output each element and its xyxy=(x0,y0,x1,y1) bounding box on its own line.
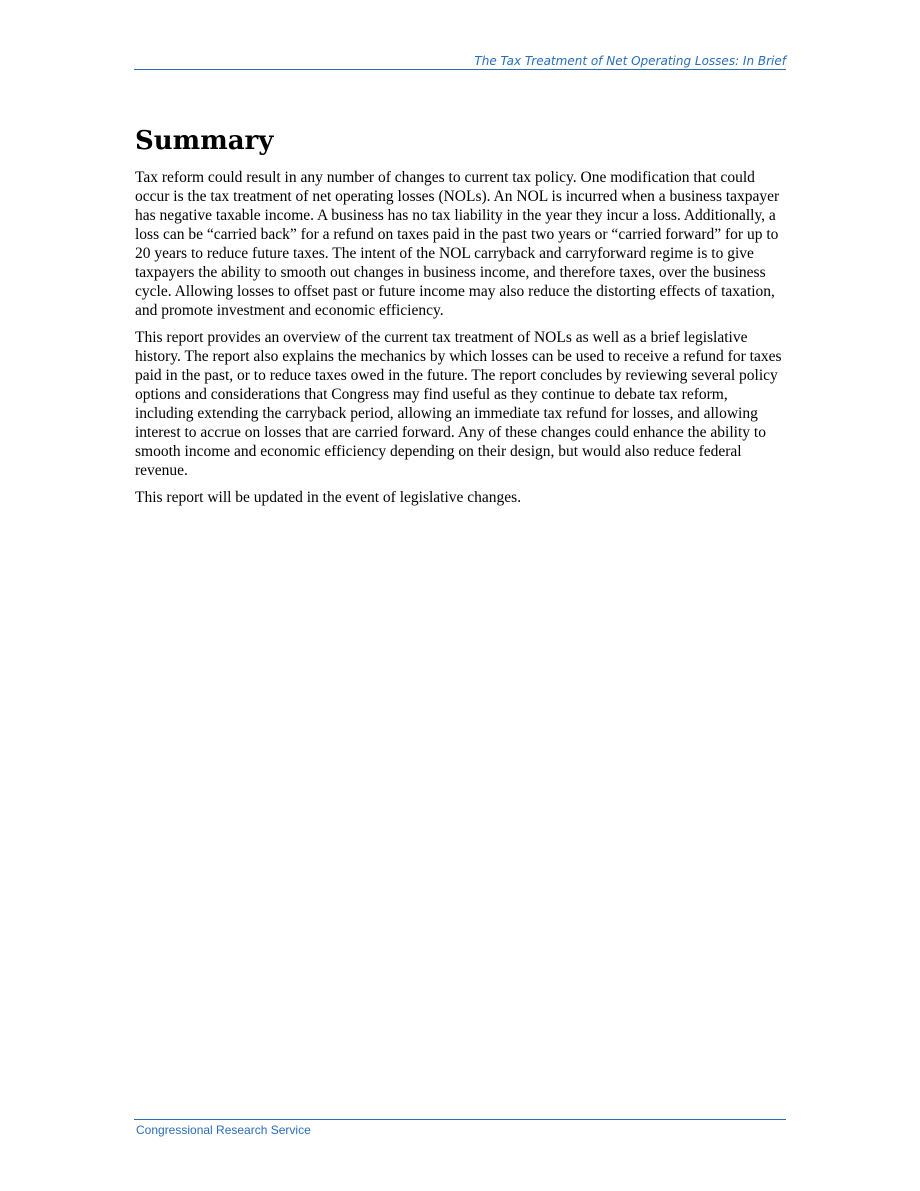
footer-organization: Congressional Research Service xyxy=(136,1123,311,1137)
page-title: Summary xyxy=(135,126,274,156)
summary-paragraph-3: This report will be updated in the event of legislative changes. xyxy=(135,489,522,506)
header-divider xyxy=(134,69,786,70)
summary-body xyxy=(135,168,785,515)
summary-paragraph-1: Tax reform could result in any number of changes to current tax policy. One modification that could occur is the tax treatment of net operating losses (NOLs). An NOL is incurred when a business taxpayer has negative taxable income. A business has no tax liability in the year they incur a loss. Additionally, a loss can be “carried back” for a refund on taxes paid in the past two years or “carried forward” for up to 20 years to reduce future taxes. The intent of the NOL carryback and carryforward regime is to give taxpayers the ability to smooth out changes in business income, and therefore taxes, over the business cycle. Allowing losses to offset past or future income may also reduce the distorting effects of taxation, and promote investment and economic efficiency. xyxy=(135,169,780,319)
footer-divider xyxy=(134,1119,786,1120)
summary-paragraph-2: This report provides an overview of the current tax treatment of NOLs as well as a brief legislative history. The report also explains the mechanics by which losses can be used to receive a refund for taxes paid in the past, or to reduce taxes owed in the future. The report concludes by reviewing several policy options and considerations that Congress may find useful as they continue to debate tax reform, including extending the carryback period, allowing an immediate tax refund for losses, and allowing interest to accrue on losses that are carried forward. Any of these changes could enhance the ability to smooth income and economic efficiency depending on their design, but would also reduce federal revenue. xyxy=(135,329,782,479)
running-header-title: The Tax Treatment of Net Operating Losses: In Brief xyxy=(474,54,786,68)
